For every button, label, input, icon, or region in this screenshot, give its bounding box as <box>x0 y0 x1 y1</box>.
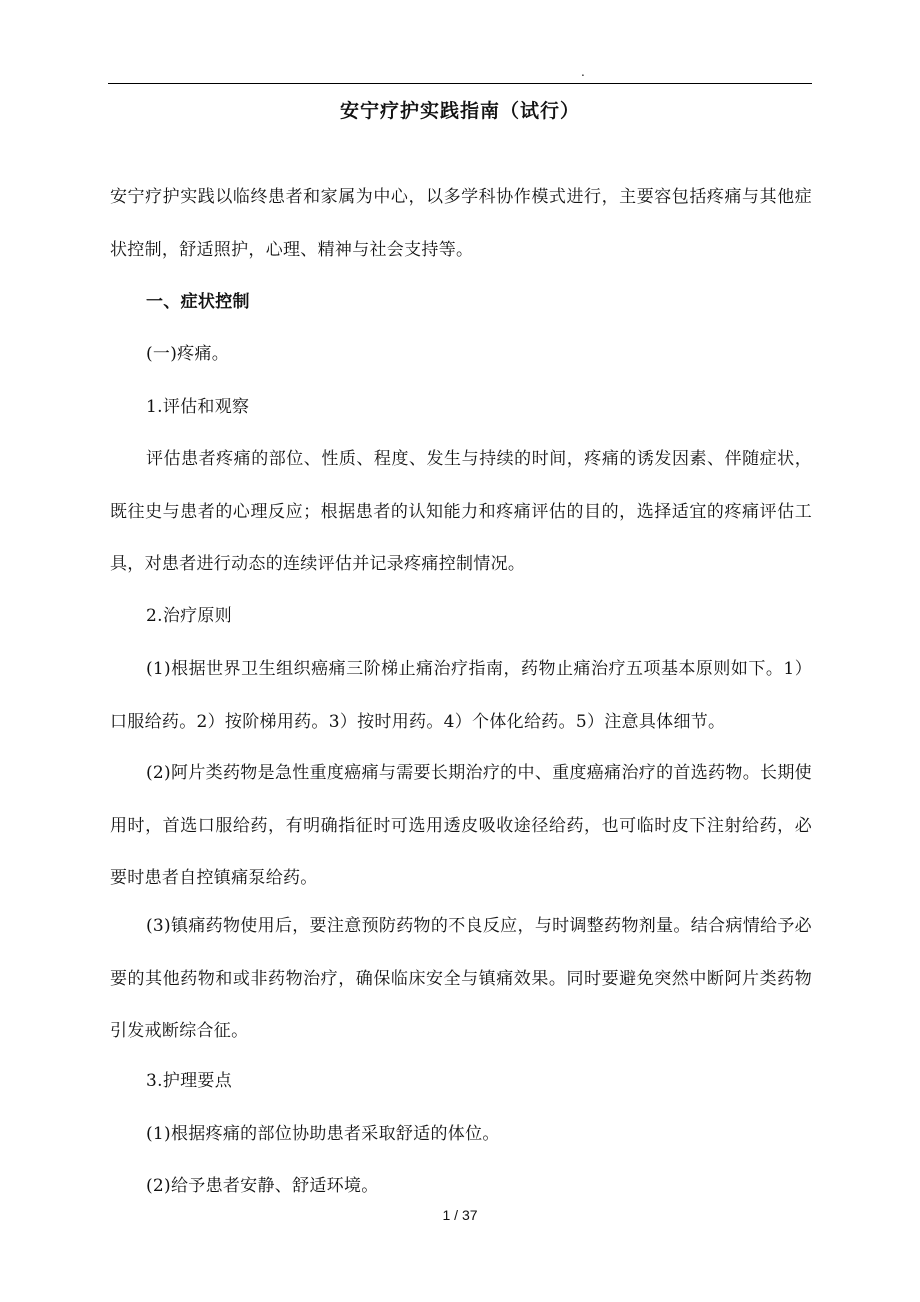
page-indicator: 1 / 37 <box>442 1207 478 1223</box>
assessment-paragraph: 评估患者疼痛的部位、性质、程度、发生与持续的时间，疼痛的诱发因素、伴随症状，既往史与患者的心理反应；根据患者的认知能力和疼痛评估的目的，选择适宜的疼痛评估工具，对患者进行动态的连续评估并记录疼痛控制情况。 <box>110 449 812 574</box>
intro-paragraph: 安宁疗护实践以临终患者和家属为中心，以多学科协作模式进行，主要容包括疼痛与其他症状控制，舒适照护，心理、精神与社会支持等。 <box>110 187 812 260</box>
item-heading-treatment-principles: 2.治疗原则 <box>146 606 233 626</box>
section-heading-symptom-control: 一、症状控制 <box>146 292 250 312</box>
nursing-paragraph-2: (2)给予患者安静、舒适环境。 <box>146 1176 379 1196</box>
item-heading-assessment: 1.评估和观察 <box>146 397 250 417</box>
header-rule <box>108 83 812 84</box>
document-title: 安宁疗护实践指南（试行） <box>339 100 580 122</box>
treatment-paragraph-3: (3)镇痛药物使用后，要注意预防药物的不良反应，与时调整药物剂量。结合病情给予必要的其他药物和或非药物治疗，确保临床安全与镇痛效果。同时要避免突然中断阿片类药物引发戒断综合征。 <box>110 916 812 1041</box>
subsection-heading-pain: (一)疼痛。 <box>146 344 230 364</box>
treatment-paragraph-2: (2)阿片类药物是急性重度癌痛与需要长期治疗的中、重度癌痛治疗的首选药物。长期使用时，首选口服给药，有明确指征时可选用透皮吸收途径给药，也可临时皮下注射给药，必要时患者自控镇痛泵给药。 <box>110 763 812 888</box>
nursing-paragraph-1: (1)根据疼痛的部位协助患者采取舒适的体位。 <box>146 1124 500 1144</box>
treatment-paragraph-1: (1)根据世界卫生组织癌痛三阶梯止痛治疗指南，药物止痛治疗五项基本原则如下。1）口服给药。2）按阶梯用药。3）按时用药。4）个体化给药。5）注意具体细节。 <box>110 659 812 732</box>
item-heading-nursing-points: 3.护理要点 <box>146 1071 233 1091</box>
header-mark: . <box>581 65 585 79</box>
